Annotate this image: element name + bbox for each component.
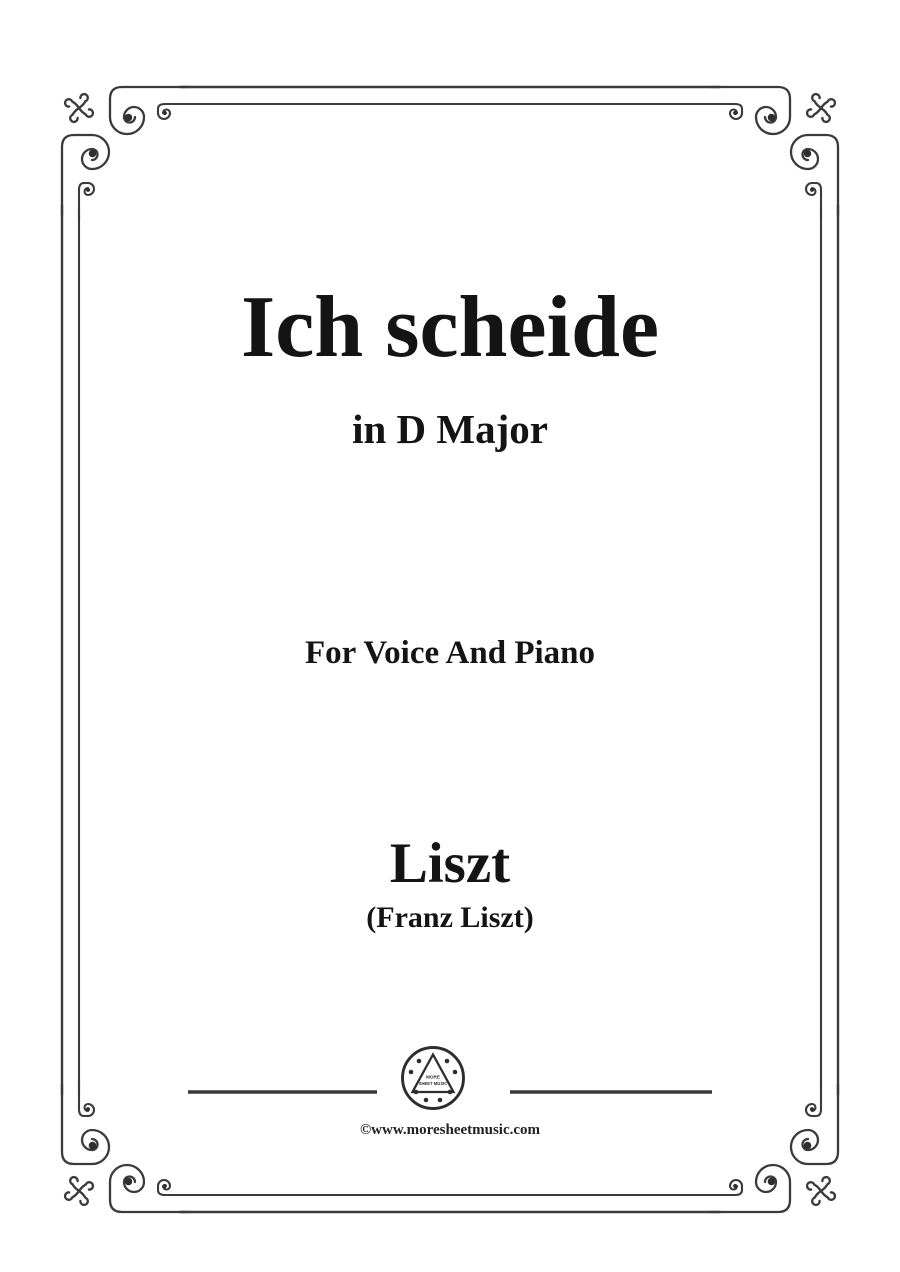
publisher-logo-icon: [403, 1048, 464, 1109]
copyright-notice: ©www.moresheetmusic.com: [359, 1122, 541, 1138]
instrumentation-label: For Voice And Piano: [304, 635, 596, 671]
composer-full-name: (Franz Liszt): [366, 901, 534, 934]
corner-flourish-bottom-left: [62, 1080, 194, 1212]
composer-name: Liszt: [389, 832, 511, 895]
logo-text-line2: SHEET MUSIC: [418, 1081, 448, 1086]
corner-flourish-top-right: [706, 87, 838, 219]
page-title: Ich scheide: [241, 279, 659, 376]
key-subtitle: in D Major: [352, 406, 548, 452]
corner-flourish-bottom-right: [706, 1080, 838, 1212]
corner-flourish-top-left: [62, 87, 194, 219]
logo-text-line1: MORE: [426, 1074, 440, 1080]
